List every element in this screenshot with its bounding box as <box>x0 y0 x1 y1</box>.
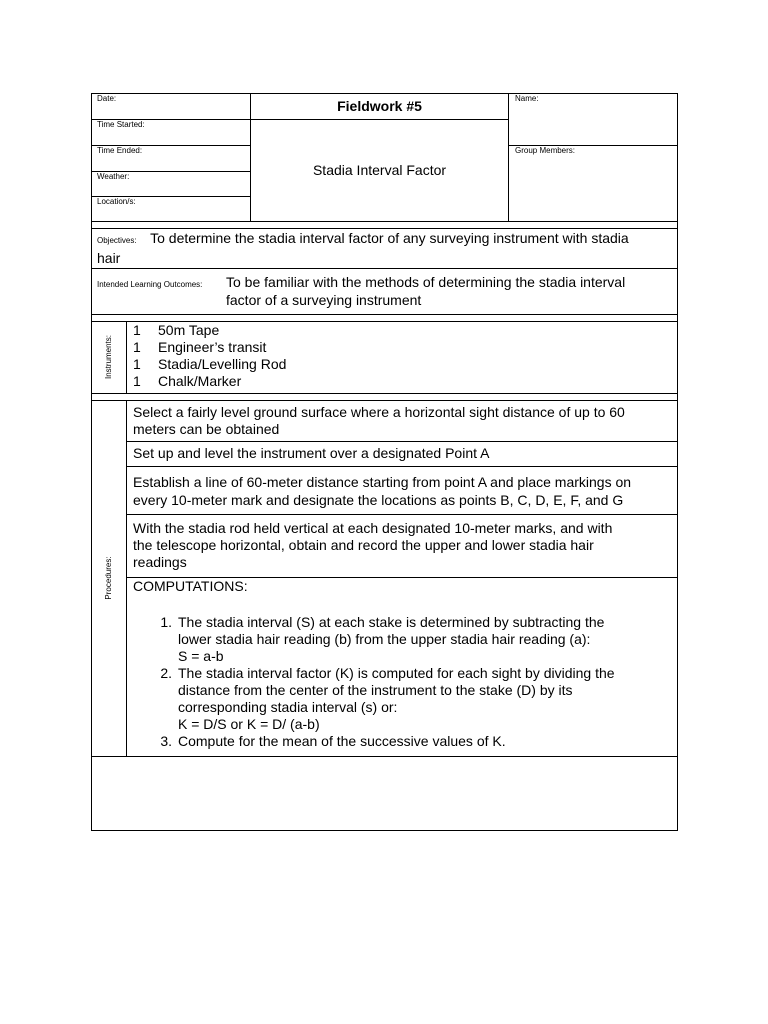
instruments-list <box>133 322 286 390</box>
computation-item: 3. Compute for the mean of the successive values of K. <box>160 733 506 749</box>
procedure-step: Select a fairly level ground surface where a horizontal sight distance of up to 60 meters can be obtained <box>133 404 625 437</box>
instrument-item: 1 50m Tape <box>133 322 220 338</box>
computations-heading: COMPUTATIONS: <box>133 578 248 594</box>
computations-list <box>154 614 673 750</box>
fieldwork-title: Fieldwork #5 <box>337 98 422 114</box>
outcomes-text-line1: To be familiar with the methods of determining the stadia interval <box>226 274 626 290</box>
instrument-item: 1 Engineer’s transit <box>133 339 267 355</box>
computation-item: 2. The stadia interval factor (K) is computed for each sight by dividing the distance from the center of the instrument to the stake (D) by its corresponding stadia interval (s) or: K = D/S or K = D/ (a-b) <box>160 665 615 732</box>
procedure-step: Set up and level the instrument over a designated Point A <box>133 445 490 461</box>
outcomes-text-line2: factor of a surveying instrument <box>226 292 422 308</box>
objectives-text-line2: hair <box>97 250 121 266</box>
computations-section <box>133 578 673 750</box>
group-members-label: Group Members: <box>515 146 576 155</box>
outcomes-label: Intended Learning Outcomes: <box>97 280 203 289</box>
location-label: Location/s: <box>97 197 136 206</box>
time-started-label: Time Started: <box>97 120 145 129</box>
subject-title: Stadia Interval Factor <box>312 162 447 178</box>
blank-notes-area <box>92 757 677 830</box>
procedures-label: Procedures: <box>104 556 113 600</box>
procedure-step: With the stadia rod held vertical at each designated 10-meter marks, and with the telescope horizontal, obtain and record the upper and lower stadia hair readings <box>133 520 613 570</box>
name-label: Name: <box>515 94 539 103</box>
instrument-item: 1 Stadia/Levelling Rod <box>133 356 287 372</box>
objectives-label: Objectives: <box>97 236 137 245</box>
instruments-label: Instruments: <box>104 335 113 380</box>
time-ended-label: Time Ended: <box>97 146 143 155</box>
date-label: Date: <box>97 94 117 103</box>
instrument-item: 1 Chalk/Marker <box>133 373 242 389</box>
procedure-step: Establish a line of 60-meter distance starting from point A and place markings on every 10-meter mark and designate the locations as points B, C, D, E, F, and G <box>133 474 632 508</box>
objectives-text-line1: To determine the stadia interval factor of any surveying instrument with stadia <box>150 230 629 246</box>
weather-label: Weather: <box>97 172 130 181</box>
objectives-section <box>97 230 675 267</box>
computation-item: 1. The stadia interval (S) at each stake is determined by subtracting the lower stadia hair reading (b) from the upper stadia hair reading (a): S = a-b <box>160 614 605 664</box>
